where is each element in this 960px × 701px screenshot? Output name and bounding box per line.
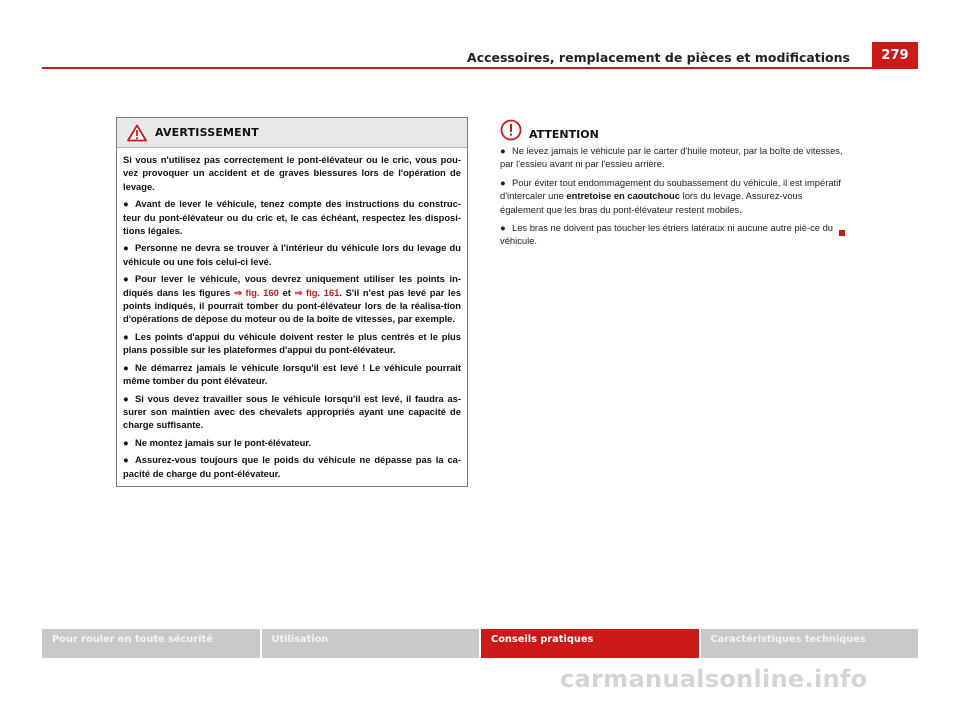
warning-item: ● Avant de lever le véhicule, tenez compte des instructions du construc-teur du pont-élévateur ou du cric et, le cas échéant, respectez les disposi-tions légales. — [123, 198, 461, 237]
attention-item: ● Les bras ne doivent pas toucher les étriers latéraux ni aucune autre piè-ce du véhicule. — [500, 222, 834, 247]
bullet-icon: ● — [500, 176, 506, 188]
bullet-icon: ● — [123, 392, 129, 404]
warning-item: ● Si vous devez travailler sous le véhicule lorsqu'il est levé, il faudra as-surer son maintien avec des chevalets appropriés ayant une capacité de charge suffisante. — [123, 392, 461, 431]
warning-item: ● Assurez-vous toujours que le poids du véhicule ne dépasse pas la ca-pacité de charge du pont-élévateur. — [123, 454, 461, 479]
warning-item: ● Personne ne devra se trouver à l'intérieur du véhicule lors du levage du véhicule ou une fois celui-ci levé. — [123, 242, 461, 267]
warning-box — [116, 117, 468, 487]
page-number: 279 — [872, 42, 918, 68]
warning-title: AVERTISSEMENT — [155, 126, 260, 139]
footer-tab-securite[interactable]: Pour rouler en toute sécurité — [42, 629, 260, 658]
warning-body — [117, 148, 467, 480]
warning-item: ● Pour lever le véhicule, vous devrez uniquement utiliser les points in-diqués dans les figures ⇒ fig. 160 et ⇒ fig. 161. S'il n'est pas levé par les points indiqués, il pourrait tomber du pont-élévateur lors de la réalisa-tion d'opérations de dépose du moteur ou de la boîte de vitesses, par exemple. — [123, 273, 462, 325]
attention-body — [500, 144, 848, 253]
watermark: carmanualsonline.info — [560, 665, 868, 693]
warning-item: ● Ne montez jamais sur le pont-élévateur. — [123, 436, 312, 448]
bullet-icon: ● — [123, 361, 129, 373]
footer-tab-conseils-pratiques[interactable]: Conseils pratiques — [481, 629, 699, 658]
section-end-marker — [839, 230, 845, 236]
bullet-icon: ● — [123, 454, 129, 466]
warning-header — [117, 118, 467, 148]
bullet-icon: ● — [500, 145, 506, 156]
footer-nav — [42, 629, 918, 658]
attention-title: ATTENTION — [529, 128, 599, 141]
footer-tab-caracteristiques[interactable]: Caractéristiques techniques — [701, 629, 919, 658]
bullet-icon: ● — [123, 436, 129, 448]
figure-161-link[interactable]: ⇒ fig. 161 — [294, 286, 340, 298]
page-header-title: Accessoires, remplacement de pièces et modifications — [467, 50, 850, 65]
bullet-icon: ● — [123, 198, 129, 210]
bullet-icon: ● — [123, 330, 129, 342]
figure-160-link[interactable]: ⇒ fig. 160 — [233, 286, 279, 298]
header-divider — [42, 67, 918, 69]
attention-item: ● Pour éviter tout endommagement du soubassement du véhicule, il est impératif d'intercaler une entretoise en caoutchouc lors du levage. Assurez-vous également que les bras du pont-élévateur restent mobiles. — [500, 176, 841, 215]
warning-item: ● Les points d'appui du véhicule doivent rester le plus centrés et le plus plans possible sur les plateformes d'appui du pont-élévateur. — [123, 330, 461, 356]
attention-exclamation-icon — [500, 119, 522, 141]
footer-tab-utilisation[interactable]: Utilisation — [262, 629, 480, 658]
warning-item: ● Ne démarrez jamais le véhicule lorsqu'il est levé ! Le véhicule pourrait même tomber du pont élévateur. — [123, 361, 461, 387]
attention-item: ● Ne levez jamais le véhicule par le carter d'huile moteur, par la boîte de vitesses, par l'essieu avant ni par l'essieu arrière. — [500, 145, 843, 170]
warning-triangle-icon — [127, 124, 147, 142]
attention-header — [500, 118, 599, 141]
bullet-icon: ● — [123, 242, 129, 254]
bullet-icon: ● — [123, 273, 129, 285]
warning-intro: Si vous n'utilisez pas correctement le pont-élévateur ou le cric, vous pou-vez provoquer un accident et de graves blessures lors de l'opération de levage. — [123, 154, 461, 192]
bullet-icon: ● — [500, 222, 506, 234]
